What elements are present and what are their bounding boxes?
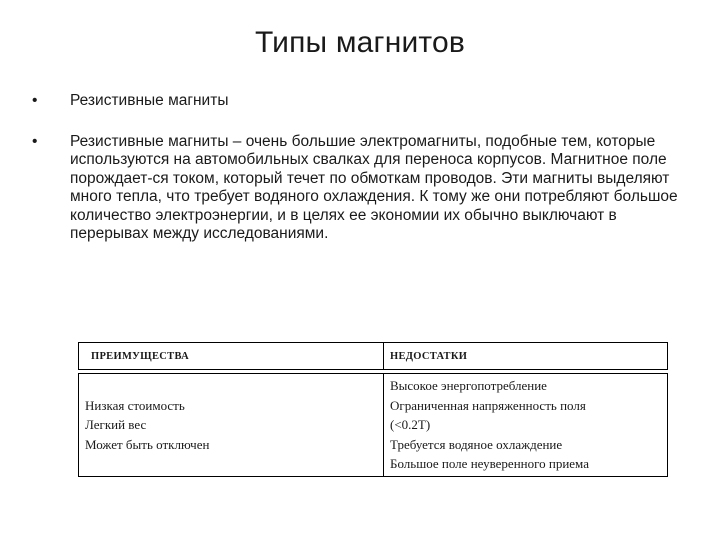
advantage-item: Низкая стоимость (85, 397, 185, 413)
table-body-row (79, 374, 668, 477)
advantage-item: Легкий вес (85, 417, 147, 432)
bullet-text: Резистивные магниты – очень большие электромагниты, подобные тем, которые используются на автомобильных свалках для переноса корпусов. Магнитное поле порождает-ся током, который течет по обмоткам проводов. Эти магниты выделяют много тепла, что требует водяного охлаждения. К тому же они потребляют большое количество электроэнергии, и в целях ее экономии их обычно выключают в перерывах между исследованиями. (70, 132, 678, 242)
disadvantage-item: Большое поле неуверенного приема (390, 456, 589, 471)
disadvantage-item: Ограниченная напряженность поля (390, 397, 586, 413)
bullet-text: Резистивные магниты (70, 92, 229, 109)
bullet-marker: • (32, 132, 38, 150)
disadvantages-header: НЕДОСТАТКИ (384, 343, 668, 370)
comparison-table (78, 342, 668, 477)
bullet-list (30, 92, 690, 244)
bullet-item (30, 133, 690, 244)
disadvantage-item: Требуется водяное охлаждение (390, 436, 563, 452)
disadvantage-item: (<0.2T) (390, 417, 431, 432)
slide-title: Типы магнитов (254, 26, 466, 59)
advantages-cell (79, 374, 384, 477)
bullet-item (30, 92, 690, 111)
bullet-marker: • (32, 92, 38, 109)
disadvantages-cell (384, 374, 668, 477)
advantage-item: Может быть отключен (85, 436, 210, 452)
table-header-row (79, 343, 668, 370)
advantages-header: ПРЕИМУЩЕСТВА (79, 343, 384, 370)
disadvantage-item: Высокое энергопотребление (390, 378, 547, 393)
